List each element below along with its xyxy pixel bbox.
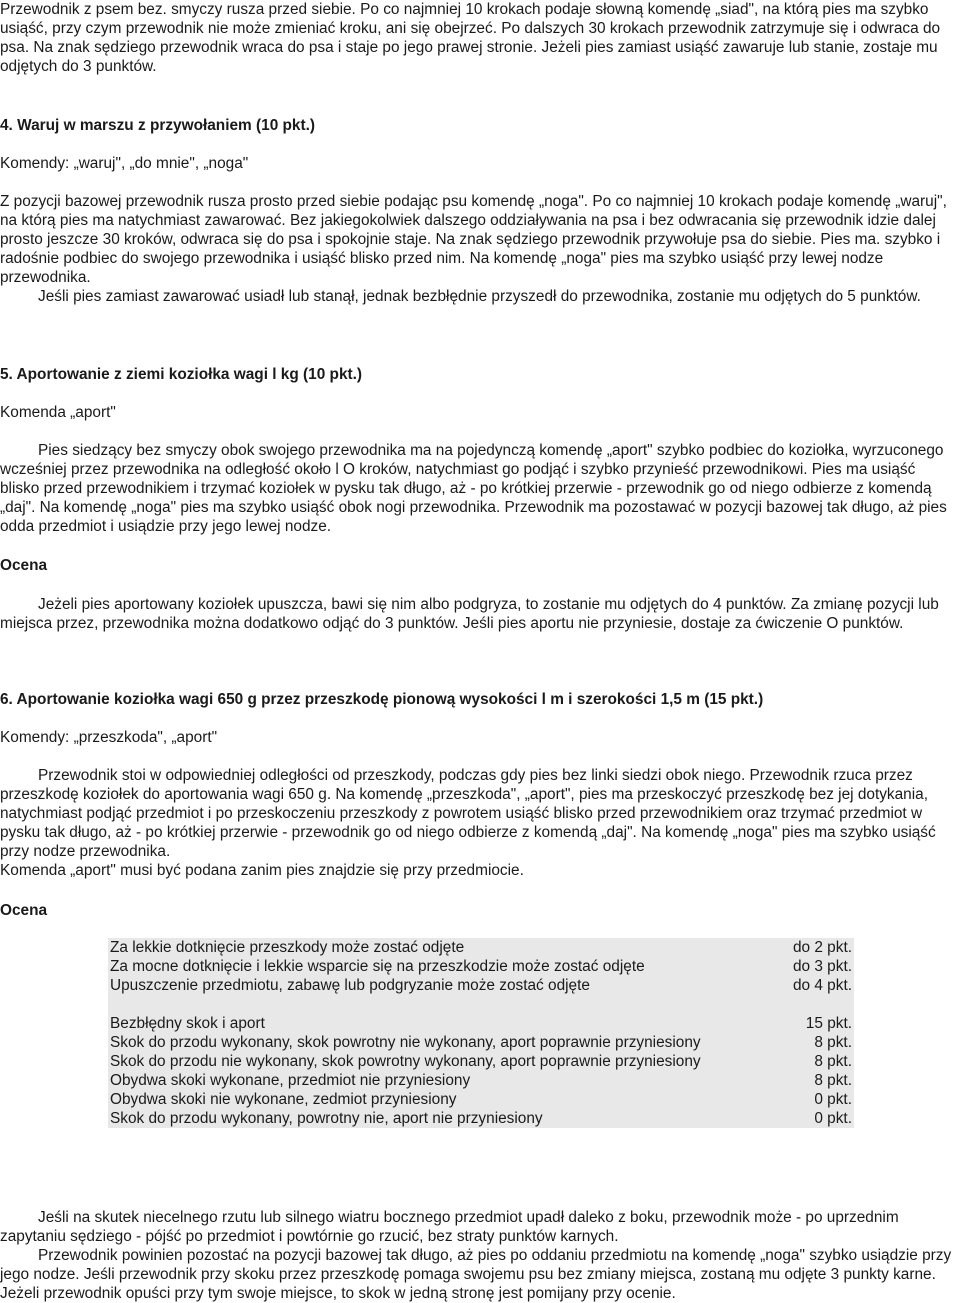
section-6-title: 6. Aportowanie koziołka wagi 650 g przez przeszkodę pionową wysokości l m i szerokości 1,5 m (15 pkt.) (0, 691, 764, 708)
section-4-commands: Komendy: „waruj", „do mnie", „noga" (0, 155, 249, 172)
scoring-label: Bezbłędny skok i aport (110, 1015, 265, 1032)
section-6-body (0, 766, 958, 880)
scoring-value: do 4 pkt. (792, 977, 852, 994)
section-6-closing (0, 1208, 958, 1303)
table-spacer (108, 995, 854, 1014)
section-4-body-text: Z pozycji bazowej przewodnik rusza prosto przed siebie podając psu komendę „noga". Po co najmniej 10 krokach podaje komendę „waruj", na którą pies ma natychmiast zawarować. Bez jakiegokolwiek dalszego oddziaływania na psa i bez odwracania się przewodnik idzie dalej prosto jeszcze 30 kroków, odwraca się do psa i spokojnie staje. Na znak sędziego przewodnik przywołuje psa do siebie. Pies ma. szybko i radośnie podbiec do swojego przewodnika i usiąść blisko przed nim. Na komendę „noga" pies ma szybko usiąść przy lewej nodze przewodnika. (0, 193, 947, 286)
section-4-title: 4. Waruj w marszu z przywołaniem (10 pkt.) (0, 117, 316, 134)
section-6-body-text: Przewodnik stoi w odpowiedniej odległości od przeszkody, podczas gdy pies bez linki siedzi obok niego. Przewodnik rzuca przez przeszkodę koziołek do aportowania wagi 650 g. Na komendę „przeszkoda", „aport", pies ma przeskoczyć przeszkodę bez jej dotykania, natychmiast podjąć przedmiot i po przeskoczeniu przeszkody z powrotem usiąść blisko przed przewodnikiem oraz trzymać przedmiot w pysku tak długo, aż - po krótkiej przerwie - przewodnik go od niego odbierze z komendą „daj". Na komendę „noga" pies ma szybko usiąść przy nodze przewodnika. (0, 767, 936, 860)
scoring-value: do 3 pkt. (792, 958, 852, 975)
scoring-value: 0 pkt. (814, 1110, 852, 1127)
scoring-value: 8 pkt. (814, 1072, 852, 1089)
scoring-label: Za mocne dotknięcie i lekkie wsparcie się na przeszkodzie może zostać odjęte (110, 958, 645, 975)
section-5-body (0, 441, 958, 536)
section-5-ocena (0, 595, 958, 633)
scoring-value: 15 pkt. (805, 1015, 852, 1032)
section-5-title: 5. Aportowanie z ziemi koziołka wagi l kg (10 pkt.) (0, 366, 363, 383)
scoring-value: 8 pkt. (814, 1053, 852, 1070)
section-4-body (0, 192, 958, 306)
scoring-value: do 2 pkt. (792, 939, 852, 956)
scoring-value: 8 pkt. (814, 1034, 852, 1051)
scoring-label: Upuszczenie przedmiotu, zabawę lub podgryzanie może zostać odjęte (110, 977, 590, 994)
scoring-label: Obydwa skoki wykonane, przedmiot nie przyniesiony (110, 1072, 471, 1089)
table-row (108, 957, 854, 976)
closing-paragraph: Przewodnik powinien pozostać na pozycji bazowej tak długo, aż pies po oddaniu przedmiotu na komendę „noga" szybko usiądzie przy jego nodze. Jeśli przewodnik przy skoku przez przeszkodę pomaga swojemu psu bez zmiany miejsca, zostaną mu odjęte 3 punkty karne. Jeżeli przewodnik opuści przy tym swoje miejsce, to skok w jedną stronę jest pomijany przy ocenie. (0, 1247, 952, 1302)
scoring-label: Za lekkie dotknięcie przeszkody może zostać odjęte (110, 939, 465, 956)
scoring-value: 0 pkt. (814, 1091, 852, 1108)
scoring-table (108, 938, 854, 1128)
section-6-ocena-heading: Ocena (0, 902, 48, 919)
table-row (108, 1109, 854, 1128)
section-6-note: Komenda „aport" musi być podana zanim pies znajdzie się przy przedmiocie. (0, 862, 524, 879)
intro-text: Przewodnik z psem bez. smyczy rusza przed siebie. Po co najmniej 10 krokach podaje słowną komendę „siad", na którą pies ma szybko usiąść, przy czym przewodnik nie może zmieniać kroku, ani się obejrzeć. Po dalszych 30 krokach przewodnik zatrzymuje się i odwraca do psa. Na znak sędziego przewodnik wraca do psa i staje po jego prawej stronie. Jeżeli pies zamiast usiąść zawaruje lub stanie, zostaje mu odjętych do 3 punktów. (0, 1, 941, 75)
table-row (108, 938, 854, 957)
scoring-label: Skok do przodu wykonany, powrotny nie, aport nie przyniesiony (110, 1110, 543, 1127)
scoring-label: Skok do przodu wykonany, skok powrotny nie wykonany, aport poprawnie przyniesiony (110, 1034, 701, 1051)
table-row (108, 1014, 854, 1033)
section-6-commands: Komendy: „przeszkoda", „aport" (0, 729, 218, 746)
table-row (108, 1033, 854, 1052)
closing-paragraph: Jeśli na skutek niecelnego rzutu lub silnego wiatru bocznego przedmiot upadł daleko z boku, przewodnik może - po uprzednim zapytaniu sędziego - pójść po przedmiot i powtórnie go rzucić, bez straty punktów karnych. (0, 1209, 899, 1245)
intro-paragraph (0, 0, 958, 76)
table-row (108, 1071, 854, 1090)
section-5-ocena-heading: Ocena (0, 557, 48, 574)
scoring-label: Obydwa skoki nie wykonane, zedmiot przyniesiony (110, 1091, 457, 1108)
table-row (108, 976, 854, 995)
table-spacer-row (108, 995, 854, 1014)
section-5-ocena-text: Jeżeli pies aportowany koziołek upuszcza, bawi się nim albo podgryza, to zostanie mu odjętych do 4 punktów. Za zmianę pozycji lub miejsca przez, przewodnika można dodatkowo odjąć do 3 punktów. Jeśli pies aportu nie przyniesie, dostaje za ćwiczenie O punktów. (0, 596, 939, 632)
section-4-penalty: Jeśli pies zamiast zawarować usiadł lub stanął, jednak bezbłędnie przyszedł do przewodnika, zostanie mu odjętych do 5 punktów. (38, 288, 921, 305)
scoring-label: Skok do przodu nie wykonany, skok powrotny wykonany, aport poprawnie przyniesiony (110, 1053, 701, 1070)
table-row (108, 1052, 854, 1071)
section-5-body-text: Pies siedzący bez smyczy obok swojego przewodnika ma na pojedynczą komendę „aport" szybko podbiec do koziołka, wyrzuconego wcześniej przez przewodnika na odległość około l O kroków, natychmiast go podjąć i szybko przynieść przewodnikowi. Pies ma usiąść blisko przed przewodnikiem i trzymać koziołek w pysku tak długo, aż - po krótkiej przerwie - przewodnik go od niego odbierze z komendą „daj". Na komendę „noga" pies ma szybko usiąść obok nogi przewodnika. Przewodnik ma pozostawać w pozycji bazowej tak długo, aż pies odda przedmiot i usiądzie przy jego lewej nodze. (0, 442, 947, 535)
section-5-commands: Komenda „aport" (0, 404, 116, 421)
table-row (108, 1090, 854, 1109)
